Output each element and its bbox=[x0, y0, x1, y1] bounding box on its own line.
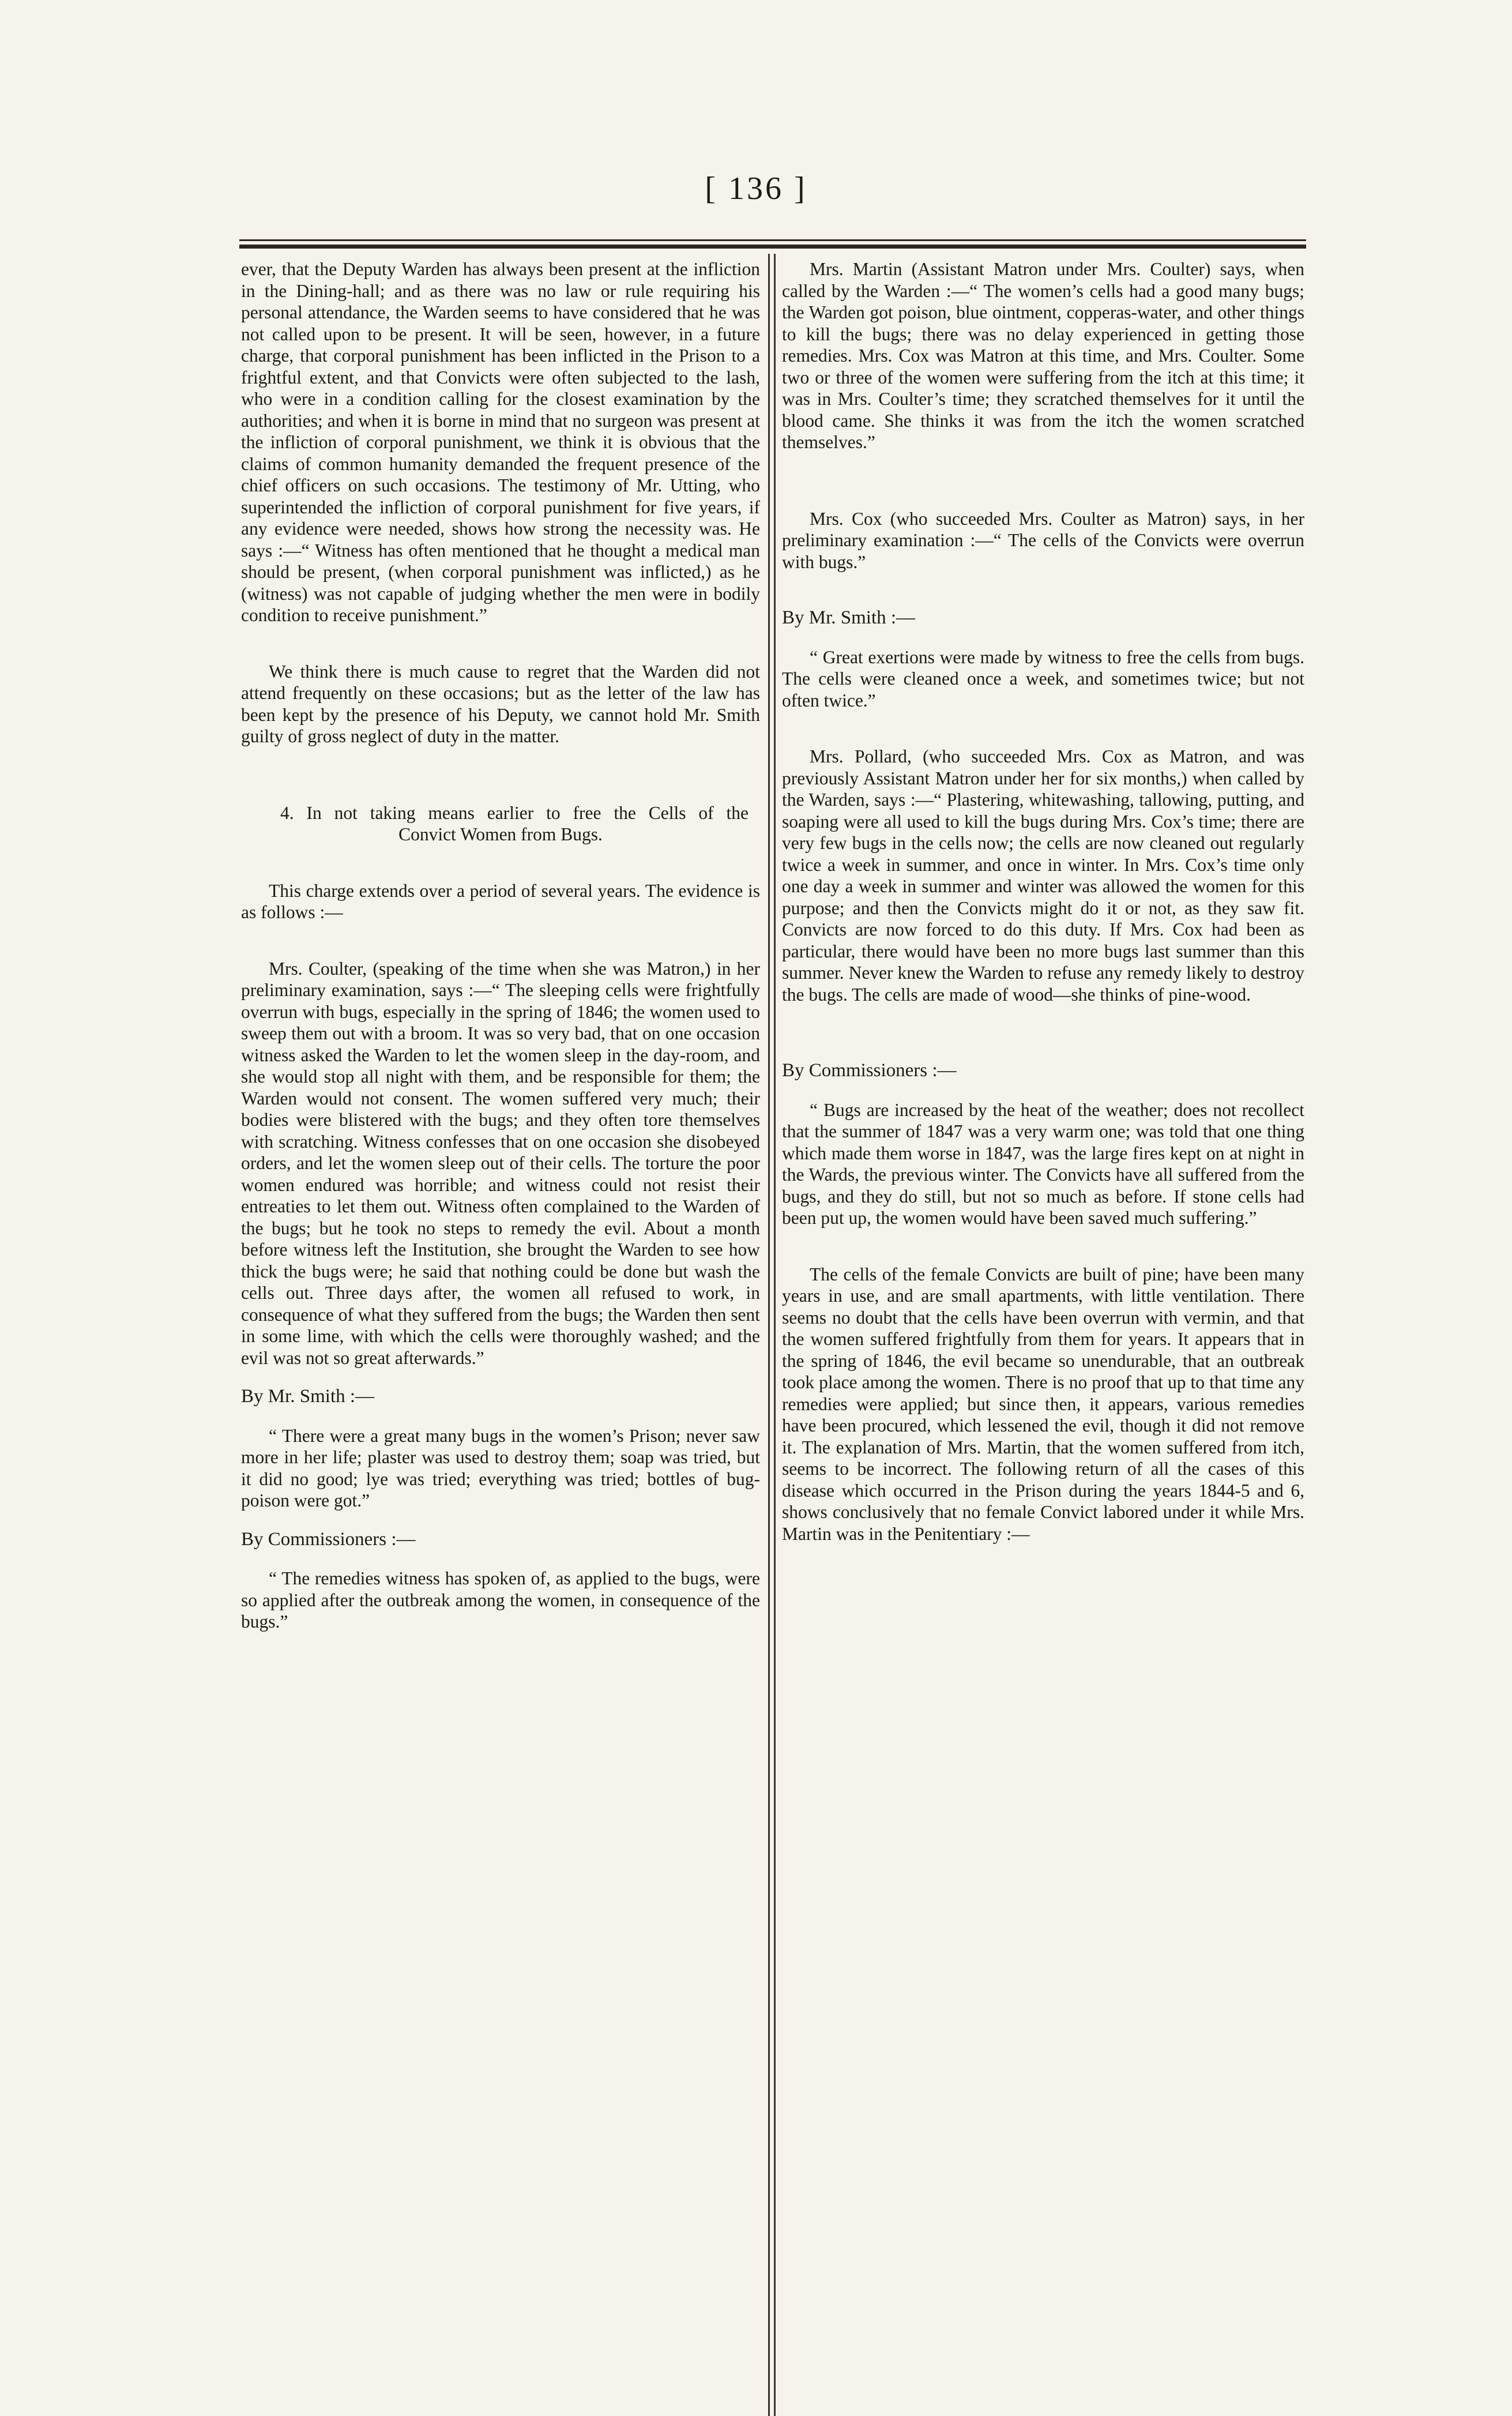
spacer bbox=[241, 1512, 760, 1529]
paragraph: “ There were a great many bugs in the women’s Prison; never saw more in her life; plaster was used to destroy them; soap was tried, but it did no good; lye was tried; everything was tried; bottles of bug-poison were got.” bbox=[241, 1425, 760, 1511]
examiner-byline: By Commissioners :— bbox=[241, 1528, 416, 1550]
spacer bbox=[782, 1229, 1304, 1264]
spacer bbox=[782, 711, 1304, 746]
page-number: [ 136 ] bbox=[705, 171, 807, 206]
spacer bbox=[782, 453, 1304, 508]
examiner-byline: By Commissioners :— bbox=[782, 1060, 957, 1081]
spacer bbox=[241, 1369, 760, 1386]
spacer bbox=[241, 626, 760, 661]
paragraph: Mrs. Pollard, (who succeeded Mrs. Cox as Matron, and was previously Assistant Matron under her for six months,) when called by the Warden, says :—“ Plastering, whitewashing, tallowing, putting, and soaping were all used to kill the bugs during Mrs. Cox’s time; there are very few bugs in the cells now; the cells are now cleaned out regularly twice a week in summer, and once in winter. In Mrs. Cox’s time only one day a week in summer and winter was allowed the women for this purpose; and then the Convicts might do it or not, as they saw fit. Convicts are now forced to do this duty. If Mrs. Cox had been as particular, there would have been no more bugs last summer than this summer. Never knew the Warden to refuse any remedy likely to destroy the bugs. The cells are made of wood—she thinks of pine-wood. bbox=[782, 746, 1304, 1005]
spacer bbox=[782, 629, 1304, 647]
paragraph: “ Bugs are increased by the heat of the weather; does not recollect that the summer of 1847 was a very warm one; was told that one thing which made them worse in 1847, was the large fires kept on at night in the Wards, the previous winter. The Convicts have all suffered from the bugs, and they do still, but not so much as before. If stone cells had been put up, the women would have been saved much suffering.” bbox=[782, 1099, 1304, 1228]
paragraph: Mrs. Coulter, (speaking of the time when she was Matron,) in her preliminary examination, says :—“ The sleeping cells were frightfully overrun with bugs, especially in the spring of 1846; the women used to sweep them out with a broom. It was so very bad, that on one occasion witness asked the Warden to let the women sleep in the day-room, and she would stop all night with them, and be responsible for them; the Warden would not consent. The women suffered very much; their bodies were blistered with the bugs; and they often tore themselves with scratching. Witness confesses that on one occasion she disobeyed orders, and let the women sleep out of their cells. The torture the poor women endured was horrible; and witness could not resist their entreaties to let them out. Witness often complained to the Warden of the bugs; but he took no steps to remedy the evil. About a month before witness left the Institution, she brought the Warden to see how thick the bugs were; he said that nothing could be done but wash the cells out. Three days after, the women all refused to work, in consequence of what they suffered from the bugs; the Warden then sent in some lime, with which the cells were thoroughly washed; and the evil was not so great afterwards.” bbox=[241, 958, 760, 1368]
paragraph: “ Great exertions were made by witness to free the cells from bugs. The cells were cleaned once a week, and sometimes twice; but not often twice.” bbox=[782, 647, 1304, 711]
paragraph: This charge extends over a period of several years. The evidence is as follows :— bbox=[241, 880, 760, 922]
spacer bbox=[782, 1082, 1304, 1099]
spacer bbox=[241, 1408, 760, 1425]
column-divider-left bbox=[768, 254, 770, 2416]
paragraph: The cells of the female Convicts are built of pine; have been many years in use, and are small apartments, with little ventilation. There seems no doubt that the cells have been overrun with vermin, and that the women suffered frightfully from them for years. It appears that in the spring of 1846, the evil became so unendurable, that an outbreak took place among the women. There is no proof that up to that time any remedies were applied; but since then, it appears, various remedies have been procured, which lessened the evil, though it did not remove it. The explanation of Mrs. Martin, that the women suffered from itch, seems to be incorrect. The following return of all the cases of this disease which occurred in the Prison during the years 1844-5 and 6, shows conclusively that no female Convict labored under it while Mrs. Martin was in the Penitentiary :— bbox=[782, 1264, 1304, 1544]
left-column bbox=[241, 258, 760, 2289]
paragraph: Mrs. Cox (who succeeded Mrs. Coulter as Matron) says, in her preliminary examination :—“ The cells of the Convicts were overrun with bugs.” bbox=[782, 508, 1304, 572]
spacer bbox=[241, 1550, 760, 1568]
right-column bbox=[782, 258, 1304, 2289]
spacer bbox=[782, 1005, 1304, 1060]
section-heading bbox=[241, 802, 760, 846]
column-divider-right bbox=[774, 254, 776, 2416]
paragraph: ever, that the Deputy Warden has always been present at the infliction in the Dining-hall; and as there was no law or rule requiring his personal attendance, the Warden seems to have considered that he was not called upon to be present. It will be seen, however, in a future charge, that corporal punishment has been inflicted in the Prison to a frightful extent, and that Convicts were often subjected to the lash, who were in a condition calling for the closest examination by the authorities; and when it is borne in mind that no surgeon was present at the infliction of corporal punishment, we think it is obvious that the claims of common humanity demanded the frequent presence of the chief officers on such occasions. The testimony of Mr. Utting, who superintended the infliction of corporal punishment for five years, if any evidence were needed, shows how strong the necessity was. He says :—“ Witness has often mentioned that he thought a medical man should be present, (when corporal punishment was inflicted,) as he (witness) was not capable of judging whether the men were in bodily condition to receive punishment.” bbox=[241, 259, 760, 625]
paragraph: We think there is much cause to regret that the Warden did not attend frequently on these occasions; but as the letter of the law has been kept by the presence of his Deputy, we cannot hold Mr. Smith guilty of gross neglect of duty in the matter. bbox=[241, 661, 760, 746]
section-heading-line-2: Convict Women from Bugs. bbox=[398, 824, 603, 844]
spacer bbox=[241, 923, 760, 958]
spacer bbox=[241, 846, 760, 880]
paragraph: Mrs. Martin (Assistant Matron under Mrs. Coulter) says, when called by the Warden :—“ The women’s cells had a good many bugs; the Warden got poison, blue ointment, copperas-water, and other things to kill the bugs; there was no delay experienced in getting those remedies. Mrs. Cox was Matron at this time, and Mrs. Coulter. Some two or three of the women were suffering from the itch at this time; it was in Mrs. Coulter’s time; they scratched themselves for it until the blood came. She thinks it was from the itch the women scratched themselves.” bbox=[782, 259, 1304, 452]
spacer bbox=[241, 747, 760, 802]
section-heading-line-1: 4. In not taking means earlier to free the Cells of the bbox=[280, 802, 749, 823]
examiner-byline: By Mr. Smith :— bbox=[782, 607, 916, 628]
header-rule-thick bbox=[239, 245, 1306, 249]
examiner-byline: By Mr. Smith :— bbox=[241, 1386, 375, 1407]
spacer bbox=[782, 573, 1304, 607]
paragraph: “ The remedies witness has spoken of, as applied to the bugs, were so applied after the outbreak among the women, in consequence of the bugs.” bbox=[241, 1568, 760, 1632]
header-rule-thin bbox=[239, 239, 1306, 241]
